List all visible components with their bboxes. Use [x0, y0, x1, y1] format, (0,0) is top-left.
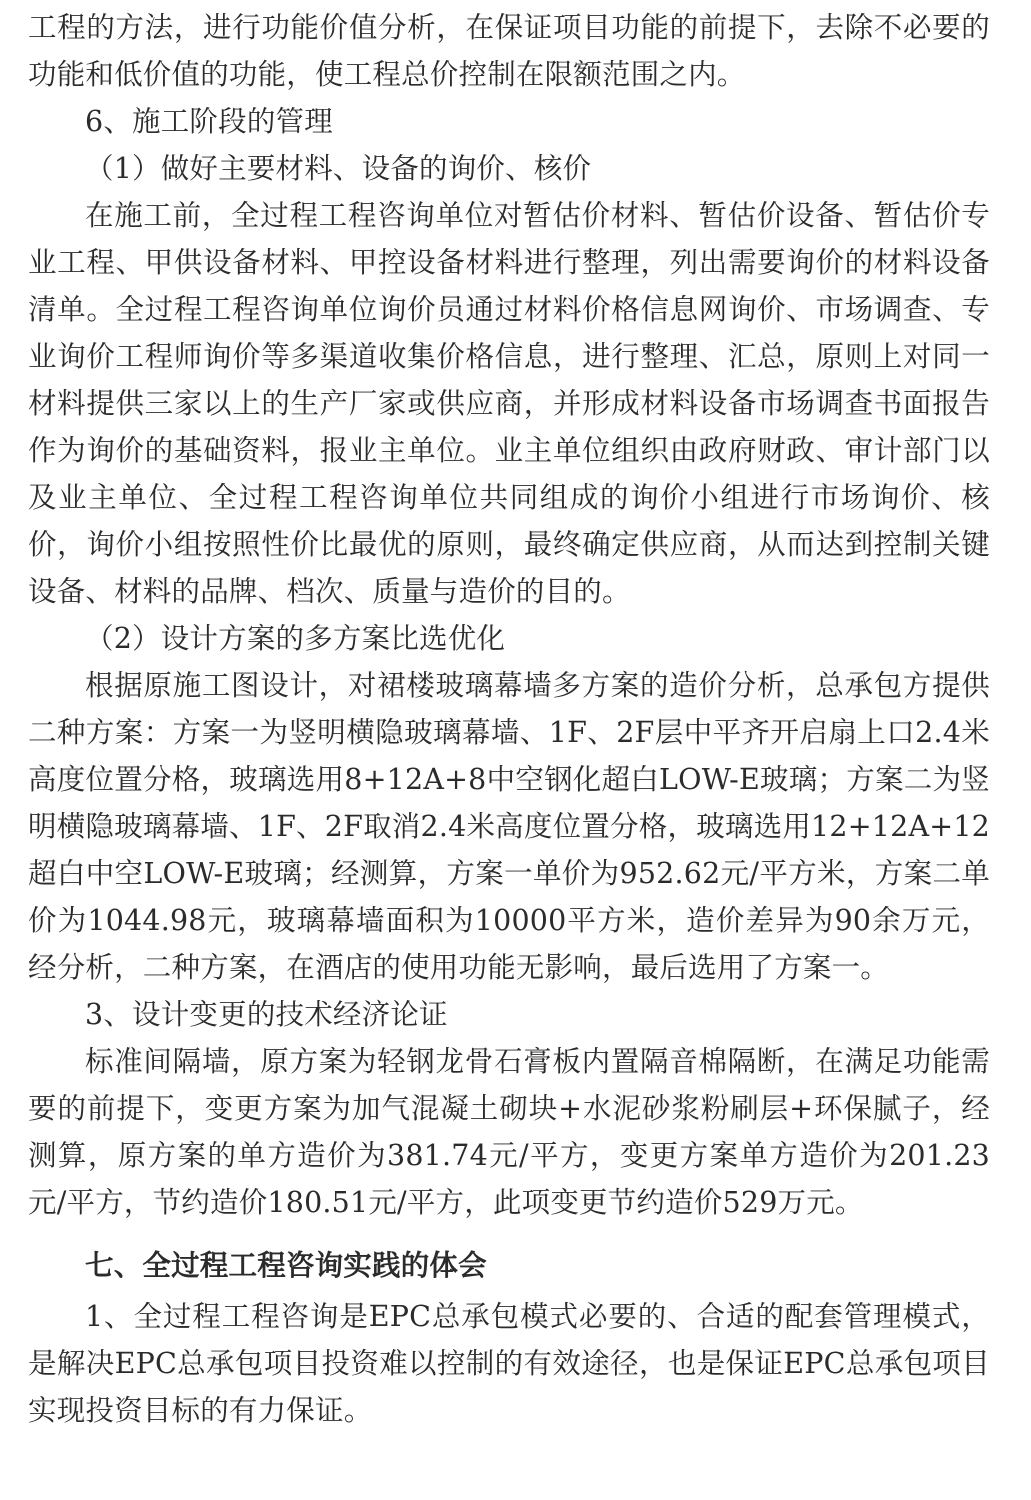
paragraph-inquiry: 在施工前，全过程工程咨询单位对暂估价材料、暂估价设备、暂估价专业工程、甲供设备材料、甲控设备材料进行整理，列出需要询价的材料设备清单。全过程工程咨询单位询价员通过材料价格信息网询价、市场调查、专业询价工程师询价等多渠道收集价格信息，进行整理、汇总，原则上对同一材料提供三家以上的生产厂家或供应商，并形成材料设备市场调查书面报告作为询价的基础资料，报业主单位。业主单位组织由政府财政、审计部门以及业主单位、全过程工程咨询单位共同组成的询价小组进行市场询价、核价，询价小组按照性价比最优的原则，最终确定供应商，从而达到控制关键设备、材料的品牌、档次、质量与造价的目的。	[28, 199, 990, 608]
paragraph-experience-1: 1、全过程工程咨询是EPC总承包模式必要的、合适的配套管理模式，是解决EPC总承包项目投资难以控制的有效途径，也是保证EPC总承包项目实现投资目标的有力保证。	[28, 1300, 990, 1427]
paragraph-design-change: 标准间隔墙，原方案为轻钢龙骨石膏板内置隔音棉隔断，在满足功能需要的前提下，变更方案为加气混凝土砌块+水泥砂浆粉刷层+环保腻子，经测算，原方案的单方造价为381.74元/平方，变更方案单方造价为201.23元/平方，节约造价180.51元/平方，此项变更节约造价529万元。	[28, 1045, 990, 1219]
subsection-heading-6-1: （1）做好主要材料、设备的询价、核价	[85, 152, 592, 185]
paragraph-design-options: 根据原施工图设计，对裙楼玻璃幕墙多方案的造价分析，总承包方提供二种方案：方案一为竖明横隐玻璃幕墙、1F、2F层中平齐开启扇上口2.4米高度位置分格，玻璃选用8+12A+8中空钢化超白LOW-E玻璃；方案二为竖明横隐玻璃幕墙、1F、2F取消2.4米高度位置分格，玻璃选用12+12A+12超白中空LOW-E玻璃；经测算，方案一单价为952.62元/平方米，方案二单价为1044.98元，玻璃幕墙面积为10000平方米，造价差异为90余万元，经分析，二种方案，在酒店的使用功能无影响，最后选用了方案一。	[28, 669, 990, 984]
paragraph-continuation: 工程的方法，进行功能价值分析，在保证项目功能的前提下，去除不必要的功能和低价值的功能，使工程总价控制在限额范围之内。	[28, 11, 990, 91]
subsection-heading-6-2: （2）设计方案的多方案比选优化	[85, 622, 506, 655]
section-heading-6: 6、施工阶段的管理	[85, 105, 333, 138]
document-page	[28, 0, 990, 1434]
subsection-heading-3: 3、设计变更的技术经济论证	[85, 998, 448, 1031]
section-heading-7: 七、全过程工程咨询实践的体会	[85, 1248, 487, 1282]
